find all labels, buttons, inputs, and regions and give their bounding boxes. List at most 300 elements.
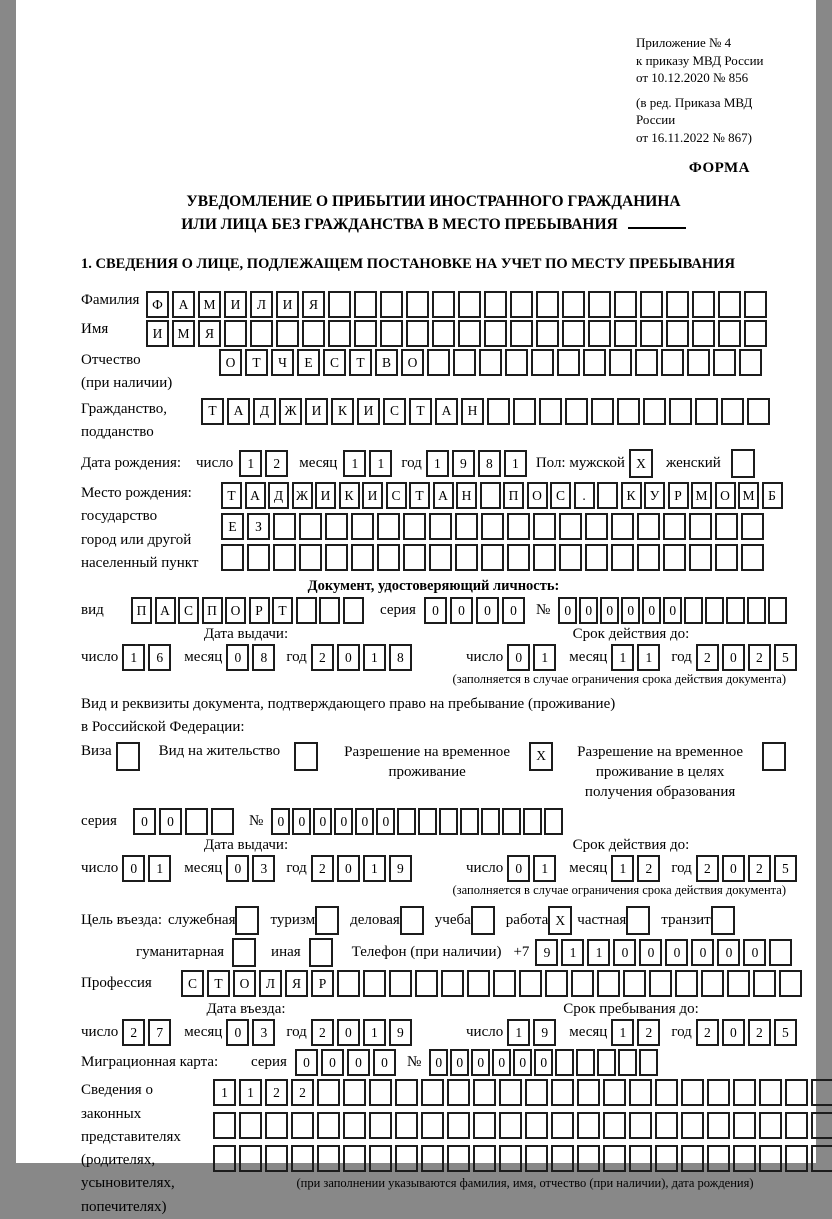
representatives-cell[interactable] xyxy=(239,1112,262,1139)
purpose-other-checkbox-cell[interactable] xyxy=(309,938,333,967)
representatives-cell[interactable] xyxy=(499,1112,522,1139)
representatives-cell[interactable] xyxy=(811,1145,832,1172)
representatives-cell[interactable] xyxy=(577,1079,600,1106)
representatives-cell[interactable] xyxy=(603,1112,626,1139)
migration-number-cell[interactable]: 0 xyxy=(492,1049,511,1076)
entry-year-cell[interactable]: 0 xyxy=(337,1019,360,1046)
birthplace-cell[interactable] xyxy=(715,513,738,540)
identity-expiry-month-cell[interactable]: 1 xyxy=(637,644,660,671)
citizenship-cell[interactable] xyxy=(747,398,770,425)
profession-cell[interactable] xyxy=(363,970,386,997)
identity-series-cell[interactable]: 0 xyxy=(476,597,499,624)
citizenship-cell[interactable]: Д xyxy=(253,398,276,425)
surname-cell[interactable] xyxy=(562,291,585,318)
stay-doc-number-cell[interactable]: 0 xyxy=(313,808,332,835)
migration-number-cell[interactable]: 0 xyxy=(450,1049,469,1076)
citizenship-cell[interactable] xyxy=(721,398,744,425)
representatives-cell[interactable] xyxy=(811,1079,832,1106)
representatives-cell[interactable] xyxy=(213,1112,236,1139)
purpose-transit-checkbox-cell[interactable] xyxy=(711,906,735,935)
stay-until-day-cell[interactable]: 1 xyxy=(507,1019,530,1046)
birthplace-cell[interactable] xyxy=(507,513,530,540)
firstname-cell[interactable] xyxy=(666,320,689,347)
citizenship-cell[interactable]: К xyxy=(331,398,354,425)
birthplace-cell[interactable] xyxy=(351,513,374,540)
representatives-cell[interactable] xyxy=(551,1145,574,1172)
profession-cell[interactable] xyxy=(415,970,438,997)
stay-doc-number-cell[interactable] xyxy=(460,808,479,835)
profession-cell[interactable]: С xyxy=(181,970,204,997)
profession-cell[interactable] xyxy=(545,970,568,997)
representatives-cell[interactable] xyxy=(473,1145,496,1172)
birthplace-cell[interactable] xyxy=(351,544,374,571)
representatives-cell[interactable] xyxy=(369,1145,392,1172)
entry-year-cell[interactable]: 9 xyxy=(389,1019,412,1046)
identity-expiry-year-cell[interactable]: 2 xyxy=(748,644,771,671)
representatives-cell[interactable] xyxy=(551,1079,574,1106)
stay-doc-issue-year-cell[interactable]: 2 xyxy=(311,855,334,882)
profession-cell[interactable] xyxy=(623,970,646,997)
stay-doc-issue-year-cell[interactable]: 1 xyxy=(363,855,386,882)
identity-expiry-year-cell[interactable]: 2 xyxy=(696,644,719,671)
profession-cell[interactable]: Л xyxy=(259,970,282,997)
migration-number-cell[interactable] xyxy=(639,1049,658,1076)
birth-year-cell[interactable]: 1 xyxy=(504,450,527,477)
firstname-cell[interactable] xyxy=(640,320,663,347)
citizenship-cell[interactable] xyxy=(695,398,718,425)
birthplace-cell[interactable] xyxy=(403,544,426,571)
patronymic-cell[interactable]: Т xyxy=(245,349,268,376)
phone-cell[interactable]: 1 xyxy=(587,939,610,966)
stay-until-year-cell[interactable]: 0 xyxy=(722,1019,745,1046)
representatives-cell[interactable] xyxy=(811,1112,832,1139)
birthplace-cell[interactable]: Ж xyxy=(292,482,313,509)
firstname-cell[interactable] xyxy=(250,320,273,347)
firstname-cell[interactable]: М xyxy=(172,320,195,347)
citizenship-cell[interactable]: А xyxy=(435,398,458,425)
identity-number-cell[interactable]: 0 xyxy=(663,597,682,624)
representatives-cell[interactable] xyxy=(629,1112,652,1139)
representatives-cell[interactable] xyxy=(681,1079,704,1106)
stay-doc-expiry-year-cell[interactable]: 0 xyxy=(722,855,745,882)
profession-cell[interactable]: О xyxy=(233,970,256,997)
profession-cell[interactable] xyxy=(441,970,464,997)
birthplace-cell[interactable] xyxy=(455,513,478,540)
stay-doc-number-cell[interactable]: 0 xyxy=(355,808,374,835)
representatives-cell[interactable] xyxy=(733,1145,756,1172)
purpose-study-checkbox-cell[interactable] xyxy=(471,906,495,935)
stay-doc-expiry-year-cell[interactable]: 2 xyxy=(696,855,719,882)
birth-month-cell[interactable]: 1 xyxy=(343,450,366,477)
stay-doc-number-cell[interactable] xyxy=(544,808,563,835)
surname-cell[interactable] xyxy=(744,291,767,318)
firstname-cell[interactable] xyxy=(224,320,247,347)
patronymic-cell[interactable] xyxy=(687,349,710,376)
migration-number-cell[interactable] xyxy=(618,1049,637,1076)
citizenship-cell[interactable] xyxy=(539,398,562,425)
option-visa-checkbox-cell[interactable] xyxy=(116,742,140,771)
patronymic-cell[interactable]: Ч xyxy=(271,349,294,376)
patronymic-cell[interactable] xyxy=(531,349,554,376)
stay-doc-expiry-month-cell[interactable]: 2 xyxy=(637,855,660,882)
entry-day-cell[interactable]: 7 xyxy=(148,1019,171,1046)
birthplace-cell[interactable]: З xyxy=(247,513,270,540)
representatives-cell[interactable] xyxy=(785,1112,808,1139)
firstname-cell[interactable] xyxy=(536,320,559,347)
firstname-cell[interactable] xyxy=(276,320,299,347)
birthplace-cell[interactable]: Т xyxy=(221,482,242,509)
birthplace-cell[interactable] xyxy=(663,513,686,540)
birthplace-cell[interactable]: . xyxy=(574,482,595,509)
representatives-cell[interactable] xyxy=(447,1079,470,1106)
patronymic-cell[interactable] xyxy=(661,349,684,376)
identity-series-cell[interactable]: 0 xyxy=(424,597,447,624)
representatives-cell[interactable] xyxy=(473,1112,496,1139)
representatives-cell[interactable] xyxy=(447,1145,470,1172)
profession-cell[interactable]: Я xyxy=(285,970,308,997)
profession-cell[interactable] xyxy=(753,970,776,997)
identity-kind-cell[interactable] xyxy=(296,597,317,624)
profession-cell[interactable] xyxy=(675,970,698,997)
birth-day-cell[interactable]: 2 xyxy=(265,450,288,477)
stay-until-year-cell[interactable]: 5 xyxy=(774,1019,797,1046)
patronymic-cell[interactable]: Е xyxy=(297,349,320,376)
phone-cell[interactable]: 0 xyxy=(665,939,688,966)
stay-doc-series-cell[interactable]: 0 xyxy=(133,808,156,835)
purpose-official-checkbox-cell[interactable] xyxy=(235,906,259,935)
entry-year-cell[interactable]: 1 xyxy=(363,1019,386,1046)
stay-doc-expiry-month-cell[interactable]: 1 xyxy=(611,855,634,882)
birthplace-cell[interactable] xyxy=(533,544,556,571)
birthplace-cell[interactable] xyxy=(299,513,322,540)
surname-cell[interactable] xyxy=(640,291,663,318)
firstname-cell[interactable] xyxy=(510,320,533,347)
identity-number-cell[interactable] xyxy=(726,597,745,624)
birthplace-cell[interactable] xyxy=(325,544,348,571)
entry-day-cell[interactable]: 2 xyxy=(122,1019,145,1046)
birthplace-cell[interactable] xyxy=(559,513,582,540)
stay-doc-number-cell[interactable]: 0 xyxy=(376,808,395,835)
birthplace-cell[interactable]: П xyxy=(503,482,524,509)
birthplace-cell[interactable] xyxy=(611,513,634,540)
representatives-cell[interactable] xyxy=(421,1079,444,1106)
birthplace-cell[interactable] xyxy=(663,544,686,571)
profession-cell[interactable]: Р xyxy=(311,970,334,997)
identity-kind-cell[interactable]: Р xyxy=(249,597,270,624)
birthplace-cell[interactable] xyxy=(481,544,504,571)
stay-doc-series-cell[interactable]: 0 xyxy=(159,808,182,835)
migration-series-cell[interactable]: 0 xyxy=(373,1049,396,1076)
stay-doc-expiry-year-cell[interactable]: 5 xyxy=(774,855,797,882)
entry-month-cell[interactable]: 3 xyxy=(252,1019,275,1046)
sex-female-checkbox-cell[interactable] xyxy=(731,449,755,478)
representatives-cell[interactable] xyxy=(395,1079,418,1106)
birthplace-cell[interactable] xyxy=(429,513,452,540)
identity-expiry-year-cell[interactable]: 0 xyxy=(722,644,745,671)
citizenship-cell[interactable] xyxy=(617,398,640,425)
profession-cell[interactable] xyxy=(727,970,750,997)
birthplace-cell[interactable] xyxy=(403,513,426,540)
representatives-cell[interactable] xyxy=(343,1112,366,1139)
birthplace-cell[interactable] xyxy=(741,544,764,571)
identity-issue-day-cell[interactable]: 6 xyxy=(148,644,171,671)
birthplace-cell[interactable] xyxy=(715,544,738,571)
identity-kind-cell[interactable]: Т xyxy=(272,597,293,624)
birthplace-cell[interactable] xyxy=(325,513,348,540)
birthplace-cell[interactable]: И xyxy=(362,482,383,509)
birthplace-cell[interactable] xyxy=(741,513,764,540)
identity-issue-month-cell[interactable]: 0 xyxy=(226,644,249,671)
representatives-cell[interactable] xyxy=(525,1145,548,1172)
birthplace-cell[interactable] xyxy=(533,513,556,540)
stay-doc-expiry-day-cell[interactable]: 0 xyxy=(507,855,530,882)
migration-number-cell[interactable]: 0 xyxy=(471,1049,490,1076)
birthplace-cell[interactable] xyxy=(377,513,400,540)
patronymic-cell[interactable] xyxy=(609,349,632,376)
birthplace-cell[interactable] xyxy=(689,513,712,540)
birthplace-cell[interactable] xyxy=(585,513,608,540)
identity-issue-day-cell[interactable]: 1 xyxy=(122,644,145,671)
stay-doc-issue-year-cell[interactable]: 9 xyxy=(389,855,412,882)
migration-number-cell[interactable] xyxy=(555,1049,574,1076)
surname-cell[interactable]: Л xyxy=(250,291,273,318)
representatives-cell[interactable] xyxy=(707,1112,730,1139)
identity-expiry-month-cell[interactable]: 1 xyxy=(611,644,634,671)
birthplace-cell[interactable]: О xyxy=(715,482,736,509)
stay-doc-number-cell[interactable] xyxy=(502,808,521,835)
birthplace-cell[interactable] xyxy=(377,544,400,571)
identity-number-cell[interactable] xyxy=(747,597,766,624)
representatives-cell[interactable] xyxy=(785,1079,808,1106)
identity-issue-year-cell[interactable]: 0 xyxy=(337,644,360,671)
citizenship-cell[interactable]: А xyxy=(227,398,250,425)
patronymic-cell[interactable]: В xyxy=(375,349,398,376)
identity-number-cell[interactable]: 0 xyxy=(600,597,619,624)
stay-doc-number-cell[interactable] xyxy=(481,808,500,835)
representatives-cell[interactable] xyxy=(265,1112,288,1139)
option-residence-permit-checkbox-cell[interactable] xyxy=(294,742,318,771)
stay-doc-issue-month-cell[interactable]: 0 xyxy=(226,855,249,882)
surname-cell[interactable]: А xyxy=(172,291,195,318)
birth-month-cell[interactable]: 1 xyxy=(369,450,392,477)
representatives-cell[interactable] xyxy=(265,1145,288,1172)
stay-doc-issue-year-cell[interactable]: 0 xyxy=(337,855,360,882)
patronymic-cell[interactable]: О xyxy=(401,349,424,376)
identity-kind-cell[interactable]: П xyxy=(131,597,152,624)
representatives-cell[interactable] xyxy=(681,1145,704,1172)
entry-month-cell[interactable]: 0 xyxy=(226,1019,249,1046)
representatives-cell[interactable] xyxy=(707,1145,730,1172)
representatives-cell[interactable]: 2 xyxy=(291,1079,314,1106)
citizenship-cell[interactable] xyxy=(565,398,588,425)
birthplace-cell[interactable]: М xyxy=(691,482,712,509)
stay-doc-number-cell[interactable] xyxy=(397,808,416,835)
birthplace-cell[interactable] xyxy=(429,544,452,571)
representatives-cell[interactable] xyxy=(291,1145,314,1172)
migration-number-cell[interactable]: 0 xyxy=(534,1049,553,1076)
phone-cell[interactable]: 0 xyxy=(717,939,740,966)
citizenship-cell[interactable]: С xyxy=(383,398,406,425)
representatives-cell[interactable] xyxy=(421,1112,444,1139)
firstname-cell[interactable]: И xyxy=(146,320,169,347)
identity-kind-cell[interactable]: А xyxy=(155,597,176,624)
phone-cell[interactable]: 1 xyxy=(561,939,584,966)
identity-kind-cell[interactable]: С xyxy=(178,597,199,624)
identity-number-cell[interactable] xyxy=(684,597,703,624)
birthplace-cell[interactable]: С xyxy=(550,482,571,509)
birthplace-cell[interactable]: С xyxy=(386,482,407,509)
profession-cell[interactable] xyxy=(519,970,542,997)
representatives-cell[interactable] xyxy=(369,1079,392,1106)
patronymic-cell[interactable] xyxy=(713,349,736,376)
identity-kind-cell[interactable] xyxy=(319,597,340,624)
birthplace-cell[interactable]: Н xyxy=(456,482,477,509)
birth-year-cell[interactable]: 9 xyxy=(452,450,475,477)
firstname-cell[interactable] xyxy=(744,320,767,347)
representatives-cell[interactable] xyxy=(395,1145,418,1172)
option-temp-residence-education-checkbox-cell[interactable] xyxy=(762,742,786,771)
identity-expiry-day-cell[interactable]: 1 xyxy=(533,644,556,671)
firstname-cell[interactable] xyxy=(458,320,481,347)
stay-doc-number-cell[interactable]: 0 xyxy=(292,808,311,835)
surname-cell[interactable] xyxy=(432,291,455,318)
citizenship-cell[interactable] xyxy=(669,398,692,425)
phone-cell[interactable]: 9 xyxy=(535,939,558,966)
citizenship-cell[interactable]: Н xyxy=(461,398,484,425)
birthplace-cell[interactable] xyxy=(455,544,478,571)
birth-year-cell[interactable]: 1 xyxy=(426,450,449,477)
representatives-cell[interactable]: 2 xyxy=(265,1079,288,1106)
birthplace-cell[interactable] xyxy=(273,544,296,571)
representatives-cell[interactable] xyxy=(499,1079,522,1106)
migration-number-cell[interactable]: 0 xyxy=(429,1049,448,1076)
purpose-work-checkbox-cell[interactable]: X xyxy=(548,906,572,935)
firstname-cell[interactable] xyxy=(614,320,637,347)
representatives-cell[interactable] xyxy=(421,1145,444,1172)
birthplace-cell[interactable] xyxy=(559,544,582,571)
representatives-cell[interactable] xyxy=(577,1145,600,1172)
identity-issue-year-cell[interactable]: 1 xyxy=(363,644,386,671)
migration-series-cell[interactable]: 0 xyxy=(347,1049,370,1076)
firstname-cell[interactable] xyxy=(354,320,377,347)
surname-cell[interactable] xyxy=(692,291,715,318)
birthplace-cell[interactable] xyxy=(597,482,618,509)
migration-series-cell[interactable]: 0 xyxy=(321,1049,344,1076)
surname-cell[interactable]: Ф xyxy=(146,291,169,318)
patronymic-cell[interactable] xyxy=(479,349,502,376)
stay-doc-issue-day-cell[interactable]: 1 xyxy=(148,855,171,882)
surname-cell[interactable] xyxy=(406,291,429,318)
representatives-cell[interactable] xyxy=(291,1112,314,1139)
citizenship-cell[interactable] xyxy=(513,398,536,425)
surname-cell[interactable] xyxy=(484,291,507,318)
identity-number-cell[interactable]: 0 xyxy=(642,597,661,624)
representatives-cell[interactable] xyxy=(733,1079,756,1106)
identity-number-cell[interactable] xyxy=(768,597,787,624)
birthplace-cell[interactable] xyxy=(299,544,322,571)
patronymic-cell[interactable]: О xyxy=(219,349,242,376)
representatives-cell[interactable] xyxy=(525,1112,548,1139)
surname-cell[interactable] xyxy=(510,291,533,318)
representatives-cell[interactable] xyxy=(759,1079,782,1106)
birthplace-cell[interactable]: Т xyxy=(409,482,430,509)
representatives-cell[interactable] xyxy=(733,1112,756,1139)
birthplace-cell[interactable]: Д xyxy=(268,482,289,509)
birthplace-cell[interactable]: М xyxy=(738,482,759,509)
identity-number-cell[interactable]: 0 xyxy=(558,597,577,624)
firstname-cell[interactable]: Я xyxy=(198,320,221,347)
birthplace-cell[interactable]: Р xyxy=(668,482,689,509)
representatives-cell[interactable] xyxy=(551,1112,574,1139)
birthplace-cell[interactable] xyxy=(689,544,712,571)
profession-cell[interactable] xyxy=(337,970,360,997)
patronymic-cell[interactable] xyxy=(453,349,476,376)
citizenship-cell[interactable] xyxy=(487,398,510,425)
firstname-cell[interactable] xyxy=(328,320,351,347)
identity-number-cell[interactable]: 0 xyxy=(621,597,640,624)
profession-cell[interactable] xyxy=(467,970,490,997)
surname-cell[interactable]: И xyxy=(224,291,247,318)
birthplace-cell[interactable]: А xyxy=(433,482,454,509)
surname-cell[interactable] xyxy=(458,291,481,318)
citizenship-cell[interactable]: И xyxy=(305,398,328,425)
citizenship-cell[interactable]: Т xyxy=(201,398,224,425)
stay-doc-expiry-year-cell[interactable]: 2 xyxy=(748,855,771,882)
birthplace-cell[interactable]: А xyxy=(245,482,266,509)
surname-cell[interactable] xyxy=(536,291,559,318)
patronymic-cell[interactable] xyxy=(505,349,528,376)
birthplace-cell[interactable] xyxy=(480,482,501,509)
birthplace-cell[interactable] xyxy=(585,544,608,571)
citizenship-cell[interactable]: Т xyxy=(409,398,432,425)
representatives-cell[interactable] xyxy=(707,1079,730,1106)
purpose-private-checkbox-cell[interactable] xyxy=(626,906,650,935)
stay-doc-number-cell[interactable] xyxy=(439,808,458,835)
identity-series-cell[interactable]: 0 xyxy=(502,597,525,624)
profession-cell[interactable] xyxy=(701,970,724,997)
representatives-cell[interactable] xyxy=(213,1145,236,1172)
identity-number-cell[interactable] xyxy=(705,597,724,624)
citizenship-cell[interactable] xyxy=(591,398,614,425)
stay-until-month-cell[interactable]: 1 xyxy=(611,1019,634,1046)
surname-cell[interactable] xyxy=(380,291,403,318)
profession-cell[interactable] xyxy=(779,970,802,997)
birthplace-cell[interactable]: Е xyxy=(221,513,244,540)
birthplace-cell[interactable] xyxy=(247,544,270,571)
purpose-tourism-checkbox-cell[interactable] xyxy=(315,906,339,935)
birthplace-cell[interactable]: У xyxy=(644,482,665,509)
migration-number-cell[interactable] xyxy=(576,1049,595,1076)
representatives-cell[interactable] xyxy=(655,1145,678,1172)
purpose-humanitarian-checkbox-cell[interactable] xyxy=(232,938,256,967)
representatives-cell[interactable] xyxy=(759,1145,782,1172)
stay-until-month-cell[interactable]: 2 xyxy=(637,1019,660,1046)
representatives-cell[interactable] xyxy=(629,1145,652,1172)
birthplace-cell[interactable] xyxy=(273,513,296,540)
phone-cell[interactable]: 0 xyxy=(613,939,636,966)
firstname-cell[interactable] xyxy=(484,320,507,347)
surname-cell[interactable]: Я xyxy=(302,291,325,318)
purpose-business-checkbox-cell[interactable] xyxy=(400,906,424,935)
birthplace-cell[interactable]: Б xyxy=(762,482,783,509)
patronymic-cell[interactable] xyxy=(427,349,450,376)
representatives-cell[interactable] xyxy=(525,1079,548,1106)
surname-cell[interactable] xyxy=(354,291,377,318)
representatives-cell[interactable] xyxy=(785,1145,808,1172)
identity-kind-cell[interactable]: П xyxy=(202,597,223,624)
identity-issue-year-cell[interactable]: 2 xyxy=(311,644,334,671)
representatives-cell[interactable] xyxy=(603,1079,626,1106)
